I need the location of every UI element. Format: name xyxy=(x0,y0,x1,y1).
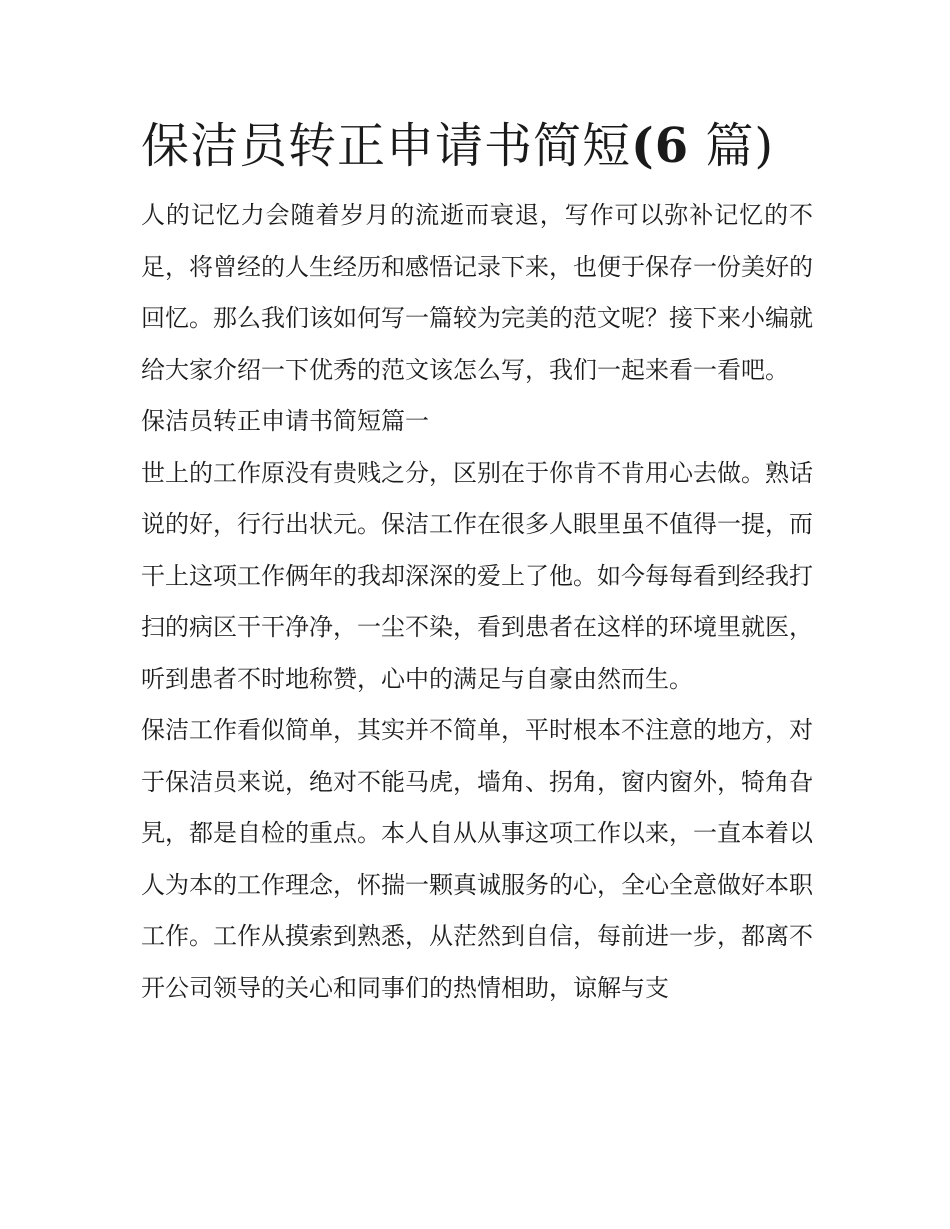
body-paragraph-2: 保洁工作看似简单，其实并不简单，平时根本不注意的地方，对于保洁员来说，绝对不能马虎，墙角、拐角，窗内窗外，犄角旮旯，都是自检的重点。本人自从从事这项工作以来，一直本着以人为本的工作理念，怀揣一颗真诚服务的心，全心全意做好本职工作。工作从摸索到熟悉，从茫然到自信，每前进一步，都离不开公司领导的关心和同事们的热情相助，谅解与支 xyxy=(141,716,813,1002)
section-heading: 保洁员转正申请书简短篇一 xyxy=(141,407,429,435)
document-title xyxy=(141,112,813,180)
title-main: 保洁员转正申请书简短 xyxy=(141,118,632,174)
body-paragraph-1: 世上的工作原没有贵贱之分，区别在于你肯不肯用心去做。熟话说的好，行行出状元。保洁工作在很多人眼里虽不值得一提，而干上这项工作俩年的我却深深的爱上了他。如今每每看到经我打扫的病区干干净净，一尘不染，看到患者在这样的环境里就医，听到患者不时地称赞，心中的满足与自豪由然而生。 xyxy=(141,458,813,693)
document-body xyxy=(141,112,813,1014)
intro-paragraph: 人的记忆力会随着岁月的流逝而衰退，写作可以弥补记忆的不足，将曾经的人生经历和感悟记录下来，也便于保存一份美好的回忆。那么我们该如何写一篇较为完美的范文呢？接下来小编就给大家介绍一下优秀的范文该怎么写，我们一起来看一看吧。 xyxy=(141,201,813,384)
title-count: (6 xyxy=(631,118,690,174)
title-unit: 篇) xyxy=(705,118,775,174)
